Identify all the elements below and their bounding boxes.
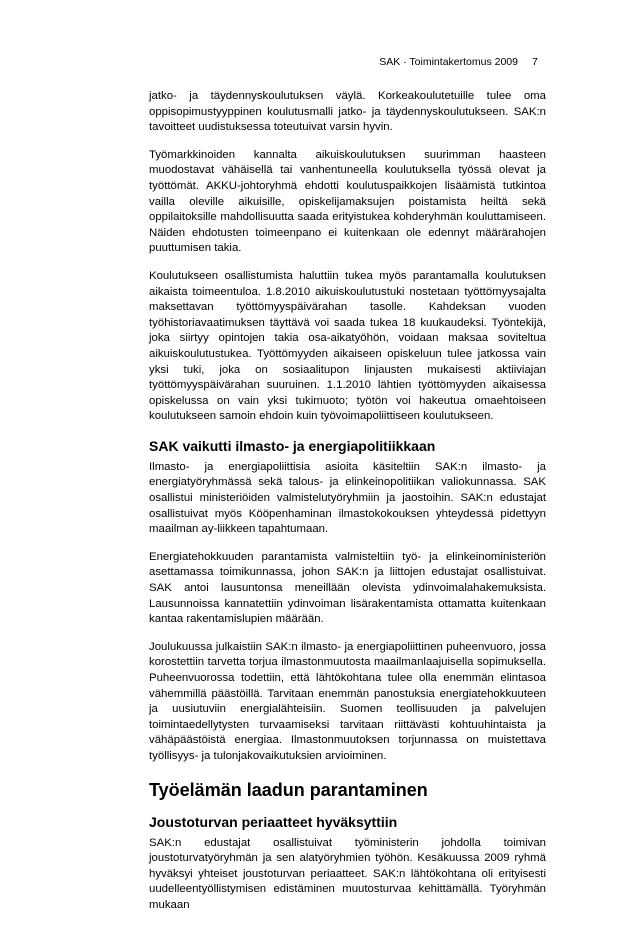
document-body [149,89,546,926]
paragraph: Koulutukseen osallistumista haluttiin tukea myös parantamalla koulutuksen aikaista toimeentuloa. 1.8.2010 aikuiskoulutustuki nostetaan työttömyysajalta maksettavan työttömyyspäivärahan tasolle. Kahdeksan vuoden työhistoriavaatimuksen täyttävä voi saada tukea 18 kuukaudeksi. Työntekijä, joka siirtyy opintojen takia osa-aikatyöhön, voidaan maksaa soviteltua aikuiskoulutustukea. Työttömyyden aikaiseen opiskeluun tulee jatkossa vain yksi tuki, joka on sosiaalitupon linjausten mukaisesti aktiiviajan työttömyyspäivärahan suuruinen. 1.1.2010 lähtien työttömyyden aikaisessa opiskelussa on vain yksi tukimuoto; työtön voi hakeutua omaehtoiseen koulutukseen samoin ehdoin kuin työvoimapoliittiseen koulutukseen. [149,269,546,423]
paragraph: SAK:n edustajat osallistuivat työministerin johdolla toimivan joustoturvatyöryhmän ja sen alatyöryhmien työhön. Kesäkuussa 2009 ryhmä hyväksyi yhteiset joustoturvan periaatteet. SAK:n lähtökohtana oli erityisesti uudelleentyöllistymisen edistäminen muutosturvaa kehittämällä. Työryhmän mukaan [149,836,546,911]
paragraph: jatko- ja täydennyskoulutuksen väylä. Korkeakoulutetuille tulee oma oppisopimustyyppinen koulutusmalli jatko- ja täydennyskoulutukseen. SAK:n tavoitteet uudistuksessa toteutuivat varsin hyvin. [149,90,546,134]
page-number: 7 [532,56,538,68]
running-header-title: SAK · Toimintakertomus 2009 [379,56,518,68]
paragraph: Energiatehokkuuden parantamista valmisteltiin työ- ja elinkeinoministeriön asettamassa toimikunnassa, johon SAK:n ja liittojen edustajat osallistuivat. SAK antoi lausuntonsa meneillään olevista ydinvoimalahakemuksista. Lausunnoissa kannatettiin ydinvoiman lisärakentamista ottamatta kuitenkaan kantaa rakentamislupien määrään. [149,550,546,626]
paragraph: Työmarkkinoiden kannalta aikuiskoulutuksen suurimman haasteen muodostavat vähäisellä tai vanhentuneella koulutuksella työssä olevat ja työttömät. AKKU-johtoryhmä ehdotti koulutuspaikkojen lisäämistä tutkintoa vailla oleville aikuisille, opiskelijamaksujen poistamista heiltä sekä oppilaitoksille mahdollisuutta saada erityistukea kohderyhmän kouluttamiseen. Näiden ehdotusten toimeenpano ei kuitenkaan ole edennyt määrärahojen puuttumisen takia. [149,148,546,255]
running-header [0,56,638,70]
section-heading-flexicurity: Joustoturvan periaatteet hyväksyttiin [149,813,398,830]
chapter-heading-work-quality: Työelämän laadun parantaminen [149,779,428,800]
section-heading-energy: SAK vaikutti ilmasto- ja energiapolitiikkaan [149,437,436,454]
paragraph: Joulukuussa julkaistiin SAK:n ilmasto- ja energiapoliittinen puheenvuoro, jossa korostettiin tarvetta torjua ilmastonmuutosta maailmanlaajuisella sopimuksella. Puheenvuorossa todettiin, että lähtökohtana tulee olla enemmän elintasoa vähemmillä päästöillä. Tarvitaan enemmän panostuksia energiatehokkuuteen ja uusiutuviin energialähteisiin. Suomen teollisuuden ja palvelujen toimintaedellytysten turvaamiseksi tarvitaan riittävästi kohtuuhintaista ja vähäpäästöistä energiaa. Ilmastonmuutoksen torjunnassa on muistettava työllisyys- ja tulonjakovaikutuksien arvioiminen. [149,640,546,762]
paragraph: Ilmasto- ja energiapoliittisia asioita käsiteltiin SAK:n ilmasto- ja energiatyöryhmässä sekä talous- ja elinkeinopolitiikan valiokunnassa. SAK osallistui ministeriöiden valmistelutyöryhmiin ja jaostoihin. SAK:n edustajat osallistuivat myös Kööpenhaminan ilmastokokouksen yhteydessä pidettyyn maailman ay-liikkeen tapahtumaan. [149,460,546,536]
